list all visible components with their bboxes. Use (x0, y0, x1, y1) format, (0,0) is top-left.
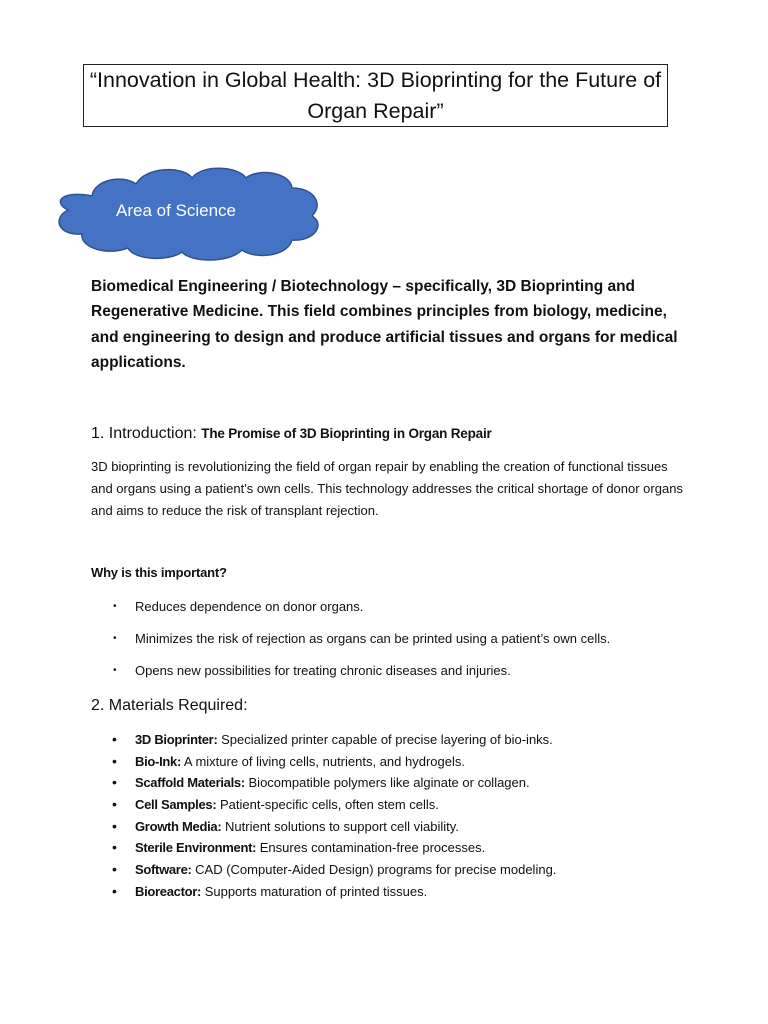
material-description: A mixture of living cells, nutrients, and hydrogels. (183, 753, 465, 769)
list-item (91, 859, 711, 881)
list-item (91, 729, 711, 751)
introduction-heading (91, 422, 492, 446)
list-item (91, 794, 711, 816)
material-term: Software: (135, 862, 192, 878)
bullet-icon: • (112, 839, 117, 856)
introduction-heading-number: 1. Introduction: (91, 425, 197, 442)
introduction-heading-subtitle: The Promise of 3D Bioprinting in Organ Repair (201, 426, 492, 441)
page-title: “Innovation in Global Health: 3D Bioprinting for the Future of Organ Repair” (89, 67, 662, 123)
why-important-list (91, 596, 711, 692)
bullet-icon: • (112, 731, 117, 747)
bullet-icon: • (113, 633, 117, 644)
materials-heading: 2. Materials Required: (91, 697, 248, 714)
material-term: Cell Samples: (135, 797, 217, 813)
list-item (91, 816, 711, 838)
list-item (91, 772, 711, 794)
bullet-icon: • (112, 796, 117, 813)
cloud-label: Area of Science (116, 201, 237, 220)
material-term: Sterile Environment: (135, 840, 257, 856)
material-term: Scaffold Materials: (135, 775, 245, 791)
material-term: Bioreactor: (135, 883, 202, 899)
material-description: Ensures contamination-free processes. (259, 840, 486, 856)
list-item (91, 596, 711, 628)
list-item (91, 751, 711, 773)
list-item-text: Opens new possibilities for treating chronic diseases and injuries. (135, 663, 511, 678)
material-description: Specialized printer capable of precise layering of bio-inks. (221, 732, 553, 747)
list-item (91, 837, 711, 859)
material-description: Patient-specific cells, often stem cells. (219, 797, 439, 813)
list-item (91, 628, 711, 660)
bullet-icon: • (112, 817, 117, 834)
area-of-science-cloud (52, 160, 326, 264)
bullet-icon: • (112, 752, 117, 769)
material-description: CAD (Computer-Aided Design) programs for precise modeling. (195, 862, 557, 878)
introduction-paragraph: 3D bioprinting is revolutionizing the field of organ repair by enabling the creation of functional tissues and organs using a patient's own cells. This technology addresses the critical shortage of donor organs and aims to reduce the risk of transplant rejection. (91, 459, 683, 518)
material-description: Biocompatible polymers like alginate or collagen. (248, 775, 530, 791)
material-description: Supports maturation of printed tissues. (204, 883, 428, 899)
list-item-text: Minimizes the risk of rejection as organs can be printed using a patient’s own cells. (135, 631, 611, 646)
material-term: Growth Media: (135, 818, 222, 834)
why-important-heading: Why is this important? (91, 565, 227, 580)
title-box (83, 64, 668, 127)
list-item (91, 660, 711, 692)
area-description: Biomedical Engineering / Biotechnology – specifically, 3D Bioprinting and Regenerative Medicine. This field combines principles from biology, medicine, and engineering to design and produce artificial tissues and organs for medical applications. (91, 278, 678, 371)
bullet-icon: • (113, 665, 117, 676)
list-item-text: Reduces dependence on donor organs. (135, 599, 364, 614)
list-item (91, 881, 711, 903)
bullet-icon: • (112, 882, 117, 899)
bullet-icon: • (112, 861, 117, 878)
material-description: Nutrient solutions to support cell viability. (225, 818, 459, 834)
material-term: Bio-Ink: (135, 753, 181, 769)
material-term: 3D Bioprinter: (135, 732, 218, 747)
bullet-icon: • (113, 601, 117, 612)
materials-list (91, 729, 711, 903)
bullet-icon: • (112, 774, 117, 791)
